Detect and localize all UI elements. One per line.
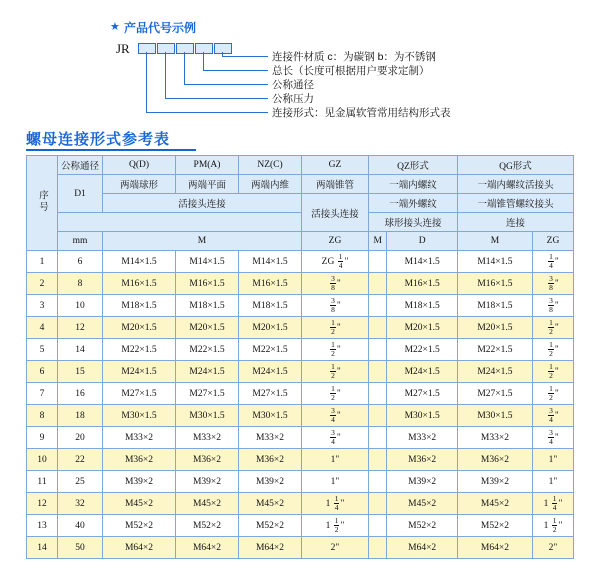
code-box-5 xyxy=(214,43,232,54)
header-qg-shape: 一端内螺纹活接头 xyxy=(457,175,573,194)
header-group-qz: QZ形式 xyxy=(369,156,458,175)
cell-qz-d: M20×1.5 xyxy=(387,317,458,339)
header-seq-text: 序号 xyxy=(37,190,47,213)
cell-qd-m: M39×2 xyxy=(103,471,176,493)
cell-qg-m: M64×2 xyxy=(457,537,532,559)
header-row-2 xyxy=(27,175,574,194)
nut-connection-table xyxy=(26,155,574,559)
leader-line-5 xyxy=(146,52,147,112)
cell-pma-m: M16×1.5 xyxy=(176,273,239,295)
code-prefix: JR xyxy=(116,41,130,56)
cell-qg-zg: $\frac{1}{2}$ " xyxy=(532,339,573,361)
cell-dn: 20 xyxy=(58,427,103,449)
header-dn-sub xyxy=(58,175,103,213)
cell-qz-m xyxy=(369,449,387,471)
cell-nzc-m: M36×2 xyxy=(239,449,302,471)
header-row-3 xyxy=(27,194,574,213)
cell-seq: 8 xyxy=(27,405,58,427)
cell-qg-zg: $\frac{1}{4}$ " xyxy=(532,251,573,273)
cell-qg-zg: $\frac{3}{4}$ " xyxy=(532,427,573,449)
leader-line-3-h xyxy=(184,84,268,85)
cell-dn: 50 xyxy=(58,537,103,559)
cell-qg-zg: $\frac{1}{2}$ " xyxy=(532,383,573,405)
cell-qz-d: M45×2 xyxy=(387,493,458,515)
cell-pma-m: M20×1.5 xyxy=(176,317,239,339)
header-group-gz: GZ xyxy=(302,156,369,175)
cell-qz-d: M14×1.5 xyxy=(387,251,458,273)
cell-pma-m: M14×1.5 xyxy=(176,251,239,273)
cell-pma-m: M18×1.5 xyxy=(176,295,239,317)
cell-qg-m: M33×2 xyxy=(457,427,532,449)
header-qg-m: M xyxy=(457,232,532,251)
table-row xyxy=(27,427,574,449)
header-row-4 xyxy=(27,213,574,232)
table-row xyxy=(27,493,574,515)
cell-qz-m xyxy=(369,515,387,537)
cell-qg-m: M39×2 xyxy=(457,471,532,493)
cell-seq: 7 xyxy=(27,383,58,405)
title-underline xyxy=(26,149,196,151)
cell-qg-m: M14×1.5 xyxy=(457,251,532,273)
cell-qg-m: M27×1.5 xyxy=(457,383,532,405)
cell-seq: 13 xyxy=(27,515,58,537)
cell-qg-m: M52×2 xyxy=(457,515,532,537)
header-qz-ball-joint: 球形接头连接 xyxy=(369,213,458,232)
cell-qd-m: M27×1.5 xyxy=(103,383,176,405)
cell-qz-m xyxy=(369,251,387,273)
cell-qd-m: M36×2 xyxy=(103,449,176,471)
table-row xyxy=(27,273,574,295)
cell-pma-m: M52×2 xyxy=(176,515,239,537)
cell-qd-m: M14×1.5 xyxy=(103,251,176,273)
leader-line-2 xyxy=(203,52,204,70)
code-box-4 xyxy=(195,43,213,54)
cell-seq: 9 xyxy=(27,427,58,449)
cell-seq: 3 xyxy=(27,295,58,317)
cell-gz-zg: 1 $\frac{1}{2}$ " xyxy=(302,515,369,537)
cell-gz-zg: 2" xyxy=(302,537,369,559)
cell-nzc-m: M52×2 xyxy=(239,515,302,537)
cell-gz-zg: 1" xyxy=(302,449,369,471)
header-qz-d: D xyxy=(387,232,458,251)
cell-qg-m: M30×1.5 xyxy=(457,405,532,427)
cell-dn: 40 xyxy=(58,515,103,537)
cell-qg-zg: 2" xyxy=(532,537,573,559)
cell-qg-zg: $\frac{3}{4}$ " xyxy=(532,405,573,427)
cell-pma-m: M45×2 xyxy=(176,493,239,515)
header-dn: 公称通径 xyxy=(58,156,103,175)
code-box-2 xyxy=(157,43,175,54)
header-row-1 xyxy=(27,156,574,175)
cell-qz-d: M24×1.5 xyxy=(387,361,458,383)
header-row-5 xyxy=(27,232,574,251)
leader-line-4 xyxy=(165,52,166,98)
header-qz-outer-thread: 一端外螺纹 xyxy=(369,194,458,213)
cell-seq: 11 xyxy=(27,471,58,493)
star-icon: ★ xyxy=(110,21,120,33)
legend-nominal-pressure: 公称压力 xyxy=(272,93,314,105)
header-dn-sub-text: D1 xyxy=(74,188,86,199)
cell-qg-zg: 1" xyxy=(532,471,573,493)
table-header xyxy=(27,156,574,251)
code-box-1 xyxy=(138,43,156,54)
header-thread-zg: ZG xyxy=(302,232,369,251)
header-nzc-shape: 两端内维 xyxy=(239,175,302,194)
cell-seq: 12 xyxy=(27,493,58,515)
cell-gz-zg: $\frac{1}{2}$ " xyxy=(302,361,369,383)
cell-qg-m: M22×1.5 xyxy=(457,339,532,361)
cell-qz-d: M22×1.5 xyxy=(387,339,458,361)
table-row xyxy=(27,361,574,383)
cell-qg-m: M16×1.5 xyxy=(457,273,532,295)
cell-dn: 14 xyxy=(58,339,103,361)
cell-qg-zg: 1 $\frac{1}{4}$ " xyxy=(532,493,573,515)
cell-qz-m xyxy=(369,295,387,317)
cell-nzc-m: M27×1.5 xyxy=(239,383,302,405)
table-row xyxy=(27,449,574,471)
cell-qg-m: M36×2 xyxy=(457,449,532,471)
cell-pma-m: M64×2 xyxy=(176,537,239,559)
cell-seq: 14 xyxy=(27,537,58,559)
cell-pma-m: M33×2 xyxy=(176,427,239,449)
cell-qz-d: M39×2 xyxy=(387,471,458,493)
header-group-pma: PM(A) xyxy=(176,156,239,175)
leader-line-4-h xyxy=(165,98,268,99)
header-qg-connect: 连接 xyxy=(457,213,573,232)
cell-qd-m: M64×2 xyxy=(103,537,176,559)
cell-nzc-m: M45×2 xyxy=(239,493,302,515)
cell-qg-zg: $\frac{1}{2}$ " xyxy=(532,317,573,339)
table-row xyxy=(27,537,574,559)
cell-qd-m: M24×1.5 xyxy=(103,361,176,383)
header-qz-shape: 一端内螺纹 xyxy=(369,175,458,194)
cell-qz-m xyxy=(369,427,387,449)
header-spacer-left xyxy=(58,213,302,232)
cell-pma-m: M30×1.5 xyxy=(176,405,239,427)
header-group-qd: Q(D) xyxy=(103,156,176,175)
cell-dn: 6 xyxy=(58,251,103,273)
cell-qg-m: M45×2 xyxy=(457,493,532,515)
cell-qz-d: M36×2 xyxy=(387,449,458,471)
cell-qg-zg: 1 $\frac{1}{2}$ " xyxy=(532,515,573,537)
leader-line-3 xyxy=(184,52,185,84)
cell-pma-m: M22×1.5 xyxy=(176,339,239,361)
header-dn-unit: mm xyxy=(58,232,103,251)
cell-seq: 5 xyxy=(27,339,58,361)
table-row xyxy=(27,295,574,317)
cell-qz-m xyxy=(369,273,387,295)
cell-gz-zg: ZG $\frac{1}{4}$ " xyxy=(302,251,369,273)
header-gz-union: 活接头连接 xyxy=(302,194,369,232)
cell-qz-m xyxy=(369,361,387,383)
diagram-title: 产品代号示例 xyxy=(124,21,197,35)
cell-nzc-m: M30×1.5 xyxy=(239,405,302,427)
cell-qg-zg: $\frac{3}{8}$ " xyxy=(532,295,573,317)
cell-qz-m xyxy=(369,339,387,361)
cell-qz-d: M64×2 xyxy=(387,537,458,559)
table-row xyxy=(27,471,574,493)
cell-qg-zg: 1" xyxy=(532,449,573,471)
cell-dn: 32 xyxy=(58,493,103,515)
table-row xyxy=(27,339,574,361)
cell-qz-m xyxy=(369,471,387,493)
page-title: 螺母连接形式参考表 xyxy=(26,131,171,148)
table-row xyxy=(27,317,574,339)
header-qg-taper-joint: 一端锥管螺纹接头 xyxy=(457,194,573,213)
cell-qz-m xyxy=(369,405,387,427)
cell-qd-m: M20×1.5 xyxy=(103,317,176,339)
header-group-qg: QG形式 xyxy=(457,156,573,175)
cell-gz-zg: $\frac{3}{8}$ " xyxy=(302,273,369,295)
cell-dn: 10 xyxy=(58,295,103,317)
cell-dn: 25 xyxy=(58,471,103,493)
cell-gz-zg: $\frac{1}{2}$ " xyxy=(302,339,369,361)
table-row xyxy=(27,383,574,405)
cell-seq: 10 xyxy=(27,449,58,471)
table-row xyxy=(27,405,574,427)
header-gz-shape: 两端锥管 xyxy=(302,175,369,194)
cell-nzc-m: M39×2 xyxy=(239,471,302,493)
legend-total-length: 总长（长度可根据用户要求定制） xyxy=(272,65,430,77)
cell-nzc-m: M64×2 xyxy=(239,537,302,559)
cell-qd-m: M30×1.5 xyxy=(103,405,176,427)
cell-seq: 4 xyxy=(27,317,58,339)
header-seq xyxy=(27,156,58,251)
cell-pma-m: M24×1.5 xyxy=(176,361,239,383)
header-thread-m: M xyxy=(103,232,302,251)
header-group-nzc: NZ(C) xyxy=(239,156,302,175)
cell-nzc-m: M16×1.5 xyxy=(239,273,302,295)
cell-qg-zg: $\frac{3}{8}$ " xyxy=(532,273,573,295)
cell-nzc-m: M22×1.5 xyxy=(239,339,302,361)
cell-qd-m: M18×1.5 xyxy=(103,295,176,317)
cell-nzc-m: M14×1.5 xyxy=(239,251,302,273)
cell-dn: 22 xyxy=(58,449,103,471)
cell-seq: 2 xyxy=(27,273,58,295)
product-code-diagram xyxy=(0,0,600,120)
legend-nominal-diameter: 公称通径 xyxy=(272,79,314,91)
table-body xyxy=(27,251,574,559)
cell-pma-m: M27×1.5 xyxy=(176,383,239,405)
cell-dn: 16 xyxy=(58,383,103,405)
leader-line-5-h xyxy=(146,112,268,113)
cell-qd-m: M22×1.5 xyxy=(103,339,176,361)
cell-qz-m xyxy=(369,383,387,405)
cell-dn: 15 xyxy=(58,361,103,383)
cell-qd-m: M16×1.5 xyxy=(103,273,176,295)
cell-qd-m: M52×2 xyxy=(103,515,176,537)
cell-qz-d: M30×1.5 xyxy=(387,405,458,427)
header-left-union: 活接头连接 xyxy=(103,194,302,213)
header-pma-shape: 两端平面 xyxy=(176,175,239,194)
header-qd-shape: 两端球形 xyxy=(103,175,176,194)
header-qg-zg: ZG xyxy=(532,232,573,251)
cell-gz-zg: 1 $\frac{1}{4}$ " xyxy=(302,493,369,515)
legend-connection-type: 连接形式：见金属软管常用结构形式表 xyxy=(272,107,451,119)
cell-qz-d: M18×1.5 xyxy=(387,295,458,317)
table-row xyxy=(27,515,574,537)
cell-gz-zg: $\frac{3}{4}$ " xyxy=(302,405,369,427)
cell-gz-zg: 1" xyxy=(302,471,369,493)
cell-qg-m: M20×1.5 xyxy=(457,317,532,339)
cell-qd-m: M33×2 xyxy=(103,427,176,449)
cell-seq: 6 xyxy=(27,361,58,383)
cell-qg-zg: $\frac{1}{2}$ " xyxy=(532,361,573,383)
cell-qg-m: M18×1.5 xyxy=(457,295,532,317)
cell-qg-m: M24×1.5 xyxy=(457,361,532,383)
cell-nzc-m: M33×2 xyxy=(239,427,302,449)
cell-dn: 12 xyxy=(58,317,103,339)
cell-qz-m xyxy=(369,493,387,515)
cell-dn: 18 xyxy=(58,405,103,427)
cell-pma-m: M36×2 xyxy=(176,449,239,471)
cell-gz-zg: $\frac{3}{8}$ " xyxy=(302,295,369,317)
code-box-3 xyxy=(176,43,194,54)
cell-qz-d: M16×1.5 xyxy=(387,273,458,295)
cell-gz-zg: $\frac{3}{4}$ " xyxy=(302,427,369,449)
cell-gz-zg: $\frac{1}{2}$ " xyxy=(302,317,369,339)
cell-qz-d: M52×2 xyxy=(387,515,458,537)
leader-line-2-h xyxy=(203,70,268,71)
cell-qz-d: M27×1.5 xyxy=(387,383,458,405)
cell-pma-m: M39×2 xyxy=(176,471,239,493)
nut-connection-table-wrap xyxy=(26,155,574,559)
cell-qz-m xyxy=(369,537,387,559)
cell-gz-zg: $\frac{1}{2}$ " xyxy=(302,383,369,405)
cell-nzc-m: M20×1.5 xyxy=(239,317,302,339)
header-qz-m: M xyxy=(369,232,387,251)
table-row xyxy=(27,251,574,273)
cell-nzc-m: M24×1.5 xyxy=(239,361,302,383)
cell-qd-m: M45×2 xyxy=(103,493,176,515)
cell-dn: 8 xyxy=(58,273,103,295)
legend-material: 连接件材质 c：为碳钢 b：为不锈钢 xyxy=(272,51,436,63)
leader-line-1-h xyxy=(222,56,268,57)
cell-seq: 1 xyxy=(27,251,58,273)
cell-qz-m xyxy=(369,317,387,339)
cell-nzc-m: M18×1.5 xyxy=(239,295,302,317)
cell-qz-d: M33×2 xyxy=(387,427,458,449)
